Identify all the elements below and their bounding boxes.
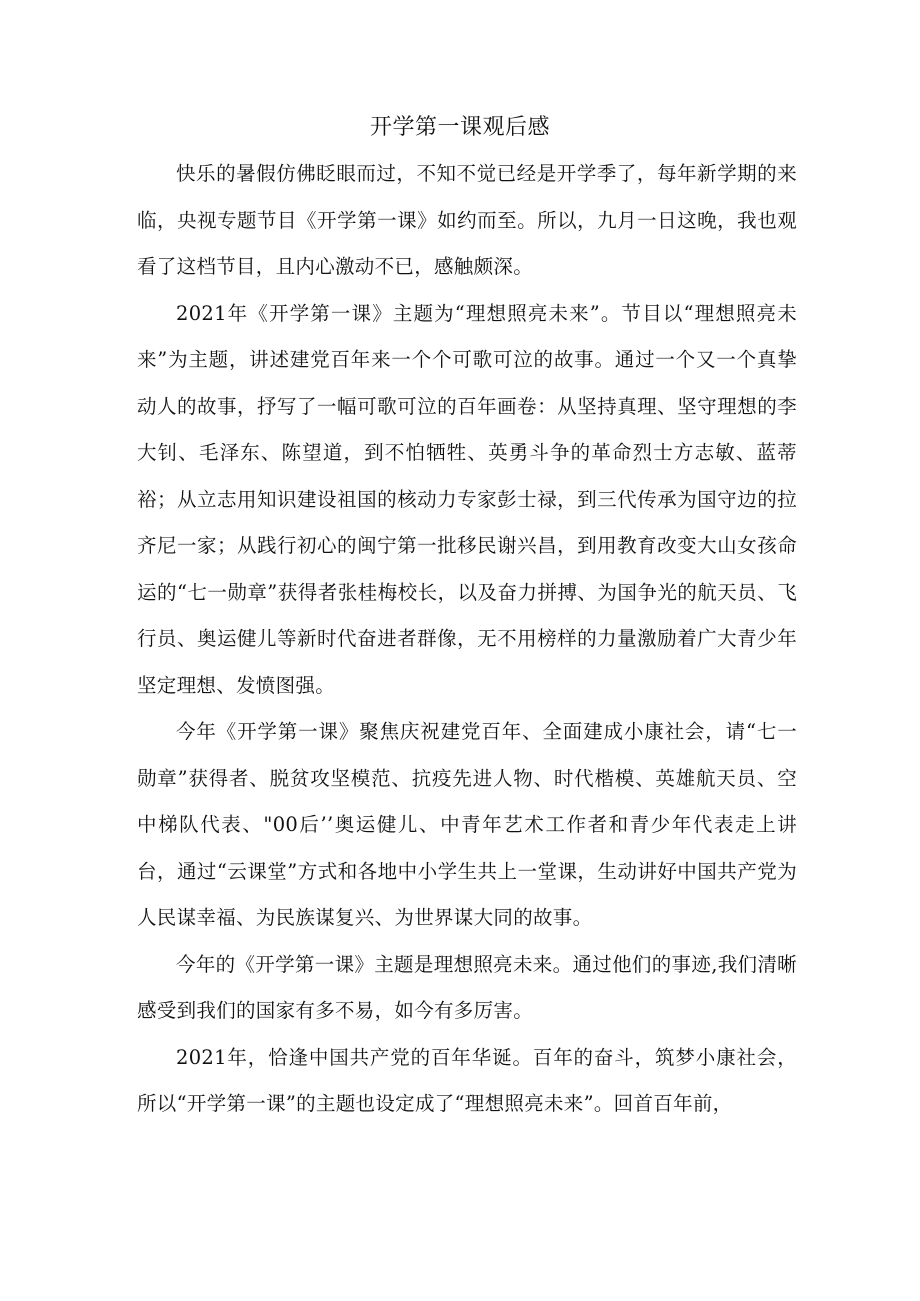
paragraph-5: 2021年，恰逢中国共产党的百年华诞。百年的奋斗，筑梦小康社会，所以“开学第一课”的主题也设定成了“理想照亮未来”。回首百年前， — [137, 1045, 797, 1115]
document-body — [137, 151, 797, 1128]
page-title: 开学第一课观后感 — [369, 115, 550, 140]
paragraph-4: 今年的《开学第一课》主题是理想照亮未来。通过他们的事迹,我们清晰感受到我们的国家有多不易，如今有多厉害。 — [137, 952, 797, 1022]
paragraph-1: 快乐的暑假仿佛眨眼而过，不知不觉已经是开学季了，每年新学期的来临，央视专题节目《开学第一课》如约而至。所以，九月一日这晚，我也观看了这档节目，且内心激动不已，感触颇深。 — [137, 162, 797, 278]
paragraph-3: 今年《开学第一课》聚焦庆祝建党百年、全面建成小康社会，请“七一勋章”获得者、脱贫攻坚模范、抗疫先进人物、时代楷模、英雄航天员、空中梯队代表、"00后’’奥运健儿、中青年艺术工作者和青少年代表走上讲台，通过“云课堂”方式和各地中小学生共上一堂课，生动讲好中国共产党为人民谋幸福、为民族谋复兴、为世界谋大同的故事。 — [137, 720, 797, 929]
paragraph-2: 2021年《开学第一课》主题为“理想照亮未来”。节目以“理想照亮未来”为主题，讲述建党百年来一个个可歌可泣的故事。通过一个又一个真挚动人的故事，抒写了一幅可歌可泣的百年画卷：从坚持真理、坚守理想的李大钊、毛泽东、陈望道，到不怕牺牲、英勇斗争的革命烈士方志敏、蓝蒂裕；从立志用知识建设祖国的核动力专家彭士禄，到三代传承为国守边的拉齐尼一家；从践行初心的闽宁第一批移民谢兴昌，到用教育改变大山女孩命运的“七一勋章”获得者张桂梅校长，以及奋力拼搏、为国争光的航天员、飞行员、奥运健儿等新时代奋进者群像，无不用榜样的力量激励着广大青少年坚定理想、发愤图强。 — [137, 301, 797, 697]
